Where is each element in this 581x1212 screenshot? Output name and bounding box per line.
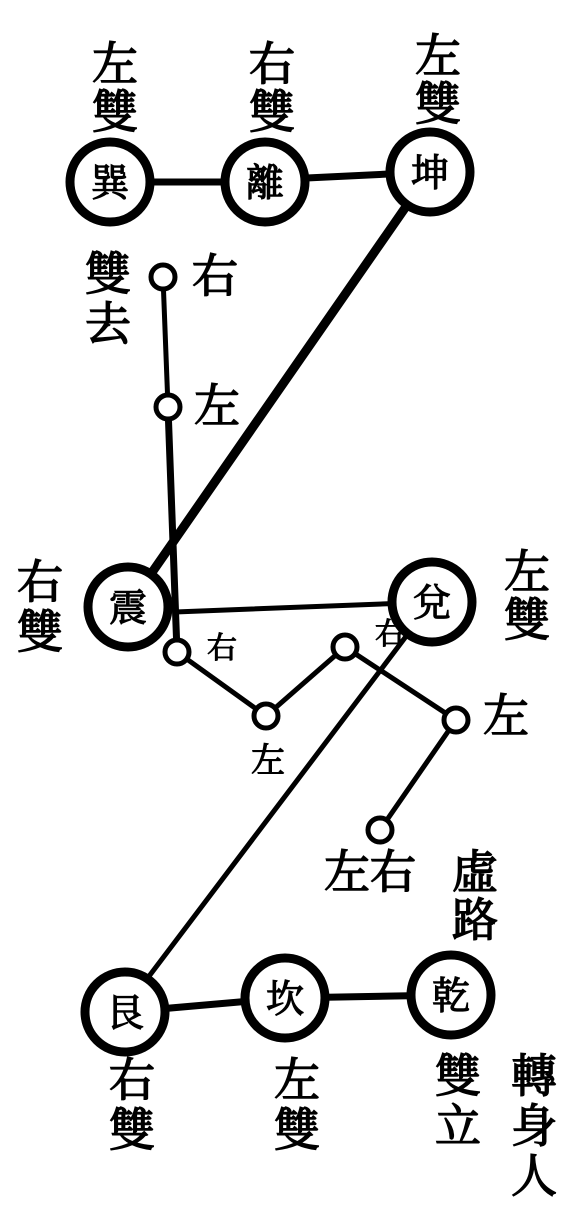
label-empty-road-2: 路 xyxy=(452,893,498,947)
link-path-node3-node4 xyxy=(345,647,456,720)
trigram-node-qian xyxy=(411,955,491,1035)
label-dui-side: 左 xyxy=(504,545,550,599)
trigram-xun-text: 巽 xyxy=(90,160,130,205)
step-node-path-4 xyxy=(444,708,468,732)
label-upper-node-left: 左 xyxy=(194,379,240,433)
label-end-left-right: 左右 xyxy=(324,845,416,899)
label-kan-double: 雙 xyxy=(274,1103,320,1157)
trigram-node-xun xyxy=(70,142,150,222)
link-path-node2-node3 xyxy=(266,647,345,716)
trigram-node-zhen xyxy=(88,567,168,647)
trigram-kun-text: 坤 xyxy=(410,150,450,195)
trigram-zhen-text: 震 xyxy=(108,585,148,630)
trigram-gen-text: 艮 xyxy=(105,990,145,1035)
label-gen-double: 雙 xyxy=(109,1103,155,1157)
step-node-upper xyxy=(156,395,180,419)
trigram-node-li xyxy=(225,142,305,222)
label-qian-stand: 立 xyxy=(435,1099,481,1153)
label-path-node3-right: 右 xyxy=(375,617,405,652)
trigram-node-gen xyxy=(85,972,165,1052)
label-li-double: 雙 xyxy=(249,85,295,139)
step-node-path-2 xyxy=(254,704,278,728)
label-empty-road-1: 虛 xyxy=(452,845,498,899)
label-xun-side: 左 xyxy=(92,37,138,91)
label-qian-double: 雙 xyxy=(435,1049,481,1103)
label-path-node1-right: 右 xyxy=(207,631,237,666)
step-node-end xyxy=(368,818,392,842)
trigram-qian-text: 乾 xyxy=(431,973,471,1018)
label-zhen-double: 雙 xyxy=(17,605,63,659)
trigram-li-text: 離 xyxy=(245,160,285,205)
label-kan-side: 左 xyxy=(274,1053,320,1107)
step-node-top xyxy=(151,265,175,289)
label-top-node-right: 右 xyxy=(192,249,238,303)
trigram-node-kan xyxy=(245,958,325,1038)
label-turn-2: 身 xyxy=(511,1099,557,1153)
trigram-node-kun xyxy=(390,132,470,212)
link-path-node4-end xyxy=(380,720,456,830)
label-turn-1: 轉 xyxy=(511,1049,557,1103)
label-gen-side: 右 xyxy=(109,1053,155,1107)
step-node-path-3 xyxy=(333,635,357,659)
label-path-node2-left: 左 xyxy=(251,741,285,781)
step-node-path-1 xyxy=(165,640,189,664)
link-top-node-upper-node xyxy=(163,277,168,407)
label-li-side: 右 xyxy=(249,37,295,91)
trigram-dui-text: 兌 xyxy=(412,580,452,625)
label-double-go-2: 去 xyxy=(85,297,131,351)
trigram-kan-text: 坎 xyxy=(265,976,305,1021)
label-turn-3: 人 xyxy=(511,1149,557,1203)
label-dui-double: 雙 xyxy=(504,593,550,647)
label-zhen-side: 右 xyxy=(17,555,63,609)
label-path-node4-left: 左 xyxy=(483,689,529,743)
label-double-go-1: 雙 xyxy=(85,247,131,301)
label-xun-double: 雙 xyxy=(92,85,138,139)
label-kun-double: 雙 xyxy=(415,77,461,131)
label-kun-side: 左 xyxy=(415,29,461,83)
